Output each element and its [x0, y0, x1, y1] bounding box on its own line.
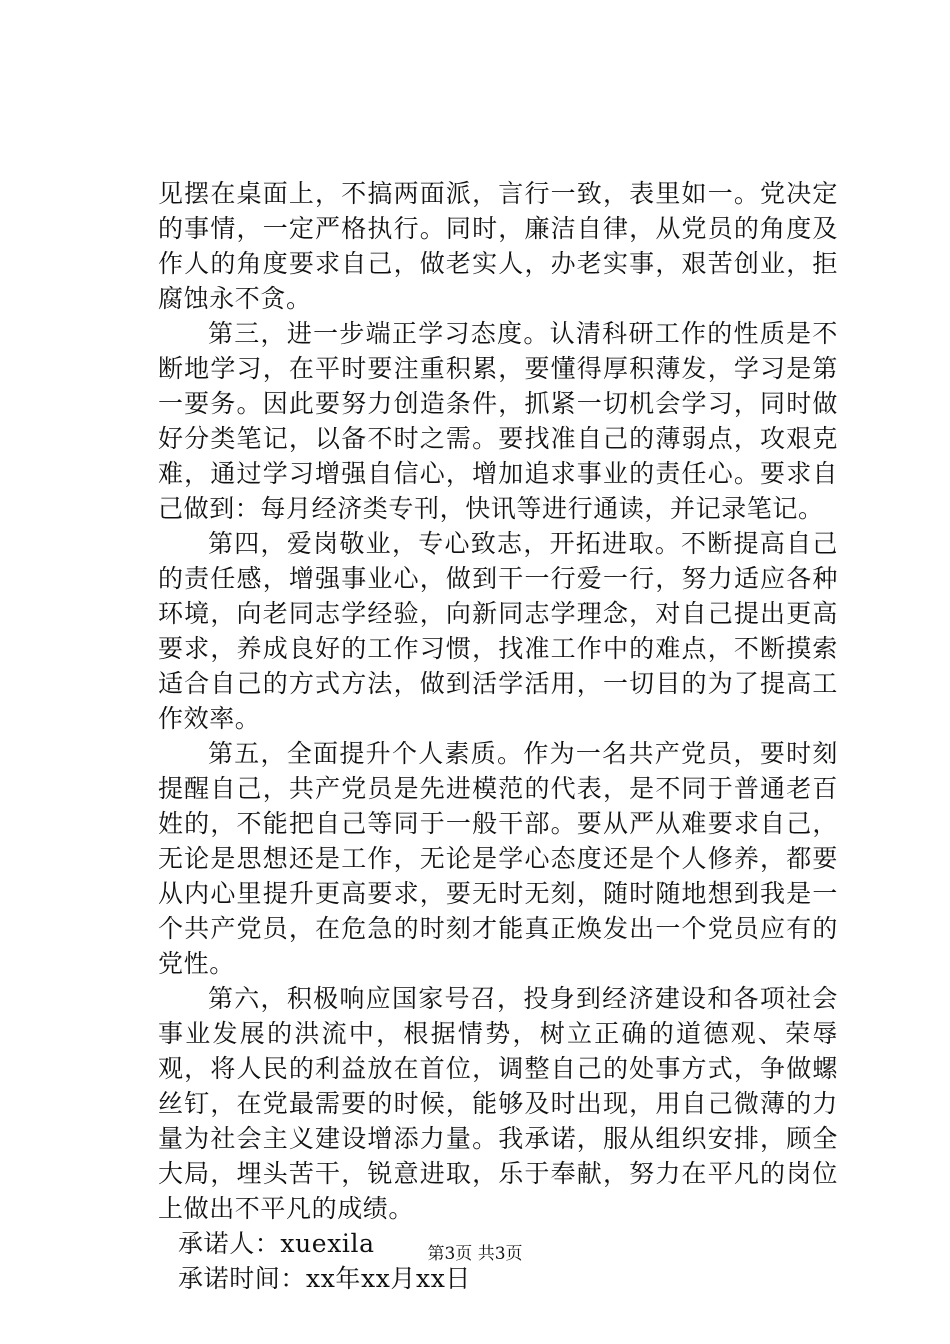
date-line: 承诺时间：xx年xx月xx日: [178, 1264, 471, 1293]
paragraph-fifth-point: 第五，全面提升个人素质。作为一名共产党员，要时刻提醒自己，共产党员是先进模范的代表，是不同于普通老百姓的，不能把自己等同于一般干部。要从严从难要求自己，无论是思想还是工作，无论是学心态度还是个人修养，都要从内心里提升更高要求，要无时无刻，随时随地想到我是一个共产党员，在危急的时刻才能真正焕发出一个党员应有的党性。: [158, 739, 838, 978]
page-number-footer: 第3页 共3页: [427, 1244, 523, 1264]
document-body: [158, 176, 838, 1296]
paragraph-third-point: 第三，进一步端正学习态度。认清科研工作的性质是不断地学习，在平时要注重积累，要懂得厚积薄发，学习是第一要务。因此要努力创造条件，抓紧一切机会学习，同时做好分类笔记，以备不时之需。要找准自己的薄弱点，攻艰克难，通过学习增强自信心，增加追求事业的责任心。要求自己做到：每月经济类专刊，快讯等进行通读，并记录笔记。: [158, 319, 838, 523]
paragraph-fourth-point: 第四，爱岗敬业，专心致志，开拓进取。不断提高自己的责任感，增强事业心，做到干一行爱一行，努力适应各种环境，向老同志学经验，向新同志学理念，对自己提出更高要求，养成良好的工作习惯，找准工作中的难点，不断摸索适合自己的方式方法，做到活学活用，一切目的为了提高工作效率。: [158, 529, 838, 733]
paragraph-sixth-point: 第六，积极响应国家号召，投身到经济建设和各项社会事业发展的洪流中，根据情势，树立正确的道德观、荣辱观，将人民的利益放在首位，调整自己的处事方式，争做螺丝钉，在党最需要的时候，能够及时出现，用自己微薄的力量为社会主义建设增添力量。我承诺，服从组织安排，顾全大局，埋头苦干，锐意进取，乐于奉献，努力在平凡的岗位上做出不平凡的成绩。: [158, 984, 838, 1223]
signer-line: 承诺人：xuexila: [178, 1229, 375, 1258]
paragraph-continuation: 见摆在桌面上，不搞两面派，言行一致，表里如一。党决定的事情，一定严格执行。同时，廉洁自律，从党员的角度及作人的角度要求自己，做老实人，办老实事，艰苦创业，拒腐蚀永不贪。: [158, 179, 838, 313]
